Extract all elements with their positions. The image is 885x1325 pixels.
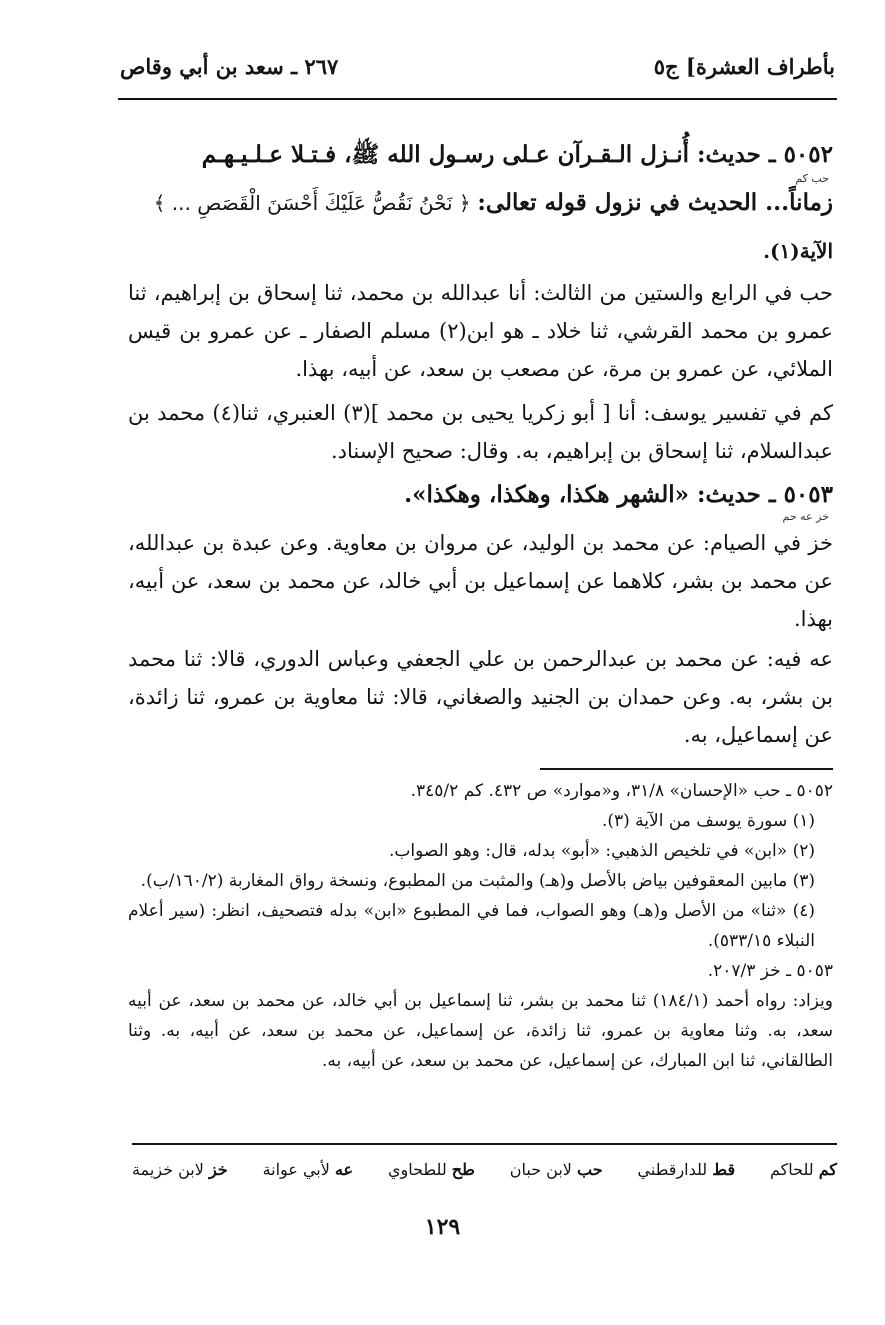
legend-name: للدارقطني [637,1160,708,1179]
footnote-2: (٢) «ابن» في تلخيص الذهبي: «أبو» بدله، قال: وهو الصواب. [388,841,815,861]
header-section-title: ٢٦٧ ـ سعد بن أبي وقاص [120,54,339,79]
legend-name: للطحاوي [387,1160,447,1179]
legend-name: لأبي عوانة [262,1160,330,1179]
legend-code: كم [818,1160,837,1179]
legend-divider [132,1143,837,1145]
header-book-title: بأطراف العشرة] ج٥ [653,54,835,79]
footnote-divider [540,768,833,770]
hadith-5052-line3 [128,232,833,270]
hadith-5052-symbols: حب كم [795,172,829,185]
legend-name: لابن حبان [509,1160,572,1179]
legend-item [770,1160,837,1179]
legend-code: عه [334,1160,354,1179]
legend-item [132,1160,228,1179]
header-divider [118,98,837,100]
legend-item [388,1160,475,1179]
paragraph-km: كم في تفسير يوسف: أنا [ أبو زكريا يحيى بن محمد ](٣) العنبري، ثنا(٤) محمد بن عبدالسلام، ثنا إسحاق بن إبراهيم، به. وقال: صحيح الإسناد. [128,401,834,463]
footnote-addition: ويزاد: رواه أحمد (١٨٤/١) ثنا محمد بن بشر، ثنا إسماعيل بن أبي خالد، عن محمد بن سعد، عن أبيه سعد، به. وثنا معاوية بن عمرو، ثنا زائدة، عن إسماعيل، عن محمد بن سعد، عن أبيه، به. وثنا الطالقاني، ثنا ابن المبارك، عن إسماعيل، عن محمد بن سعد، عن أبيه، به. [128,991,833,1071]
footnote-source-5052: ٥٠٥٢ ـ حب «الإحسان» ٣١/٨، و«موارد» ص ٤٣٢. كم ٣٤٥/٢. [410,781,833,801]
footnote-source-5053: ٥٠٥٣ ـ خز ٢٠٧/٣. [707,961,833,981]
legend-name: للحاكم [770,1160,814,1179]
paragraph-hb: حب في الرابع والستين من الثالث: أنا عبدالله بن محمد، ثنا إسحاق بن إبراهيم، ثنا عمرو بن محمد القرشي، ثنا خلاد ـ هو ابن(٢) مسلم الصفار ـ عن عمرو بن قيس الملائي، عن عمرو بن مرة، عن مصعب بن سعد، عن أبيه، بهذا. [128,281,834,381]
ayah-ref: الآية(١). [763,239,833,263]
footnote-1: (١) سورة يوسف من الآية (٣). [601,811,815,831]
legend-code: حب [577,1160,603,1179]
legend-name: لابن خزيمة [132,1160,204,1179]
footnote-3: (٣) مابين المعقوفين بياض بالأصل و(هـ) والمثبت من المطبوع، ونسخة رواق المغاربة (١٦٠/٢/ب). [140,871,815,891]
legend-item [638,1160,736,1179]
hadith-5052-line2-text: زماناً... الحديث في نزول قوله تعالى: [477,189,833,216]
legend-item [510,1160,603,1179]
hadith-5052-line2 [128,184,833,222]
abbreviation-legend [132,1160,837,1179]
legend-code: قط [712,1160,736,1179]
paragraph-ah: عه فيه: عن محمد بن عبدالرحمن بن علي الجعفي وعباس الدوري، قالا: ثنا محمد بن بشر، به. وعن حمدان بن الجنيد والصغاني، قالا: ثنا معاوية بن عمرو، ثنا زائدة، عن إسماعيل، به. [128,647,833,747]
hadith-5053-symbols: خز عه حم [782,510,829,523]
hadith-5053-line1: ٥٠٥٣ ـ حديث: «الشهر هكذا، وهكذا، وهكذا». [404,481,833,508]
quran-verse: ﴿ نَحْنُ نَقُصُّ عَلَيْكَ أَحْسَنَ الْقَصَصِ ... ﴾ [153,191,471,215]
legend-item [263,1160,354,1179]
hadith-5053-heading [128,476,833,514]
hadith-5052-line1: ٥٠٥٢ ـ حديث: أُنـزل الـقـرآن عـلى رسـول الله ﷺ، فـتـلا عـلـيـهـم [201,141,833,168]
legend-code: خز [208,1160,228,1179]
page-number: ١٢٩ [424,1214,461,1240]
footnote-4: (٤) «ثنا» من الأصل و(هـ) وهو الصواب، فما في المطبوع «ابن» بدله فتصحيف، انظر: (سير أعلام النبلاء ٥٣٣/١٥). [128,901,815,951]
footnotes [128,776,833,1076]
paragraph-kh: خز في الصيام: عن محمد بن الوليد، عن مروان بن معاوية. وعن عبدة بن عبدالله، عن محمد بن بشر، كلاهما عن إسماعيل بن أبي خالد، عن محمد بن سعد، عن أبيه، بهذا. [128,531,833,631]
running-header [120,54,835,94]
hadith-5052-heading [128,136,833,174]
legend-code: طح [451,1160,475,1179]
